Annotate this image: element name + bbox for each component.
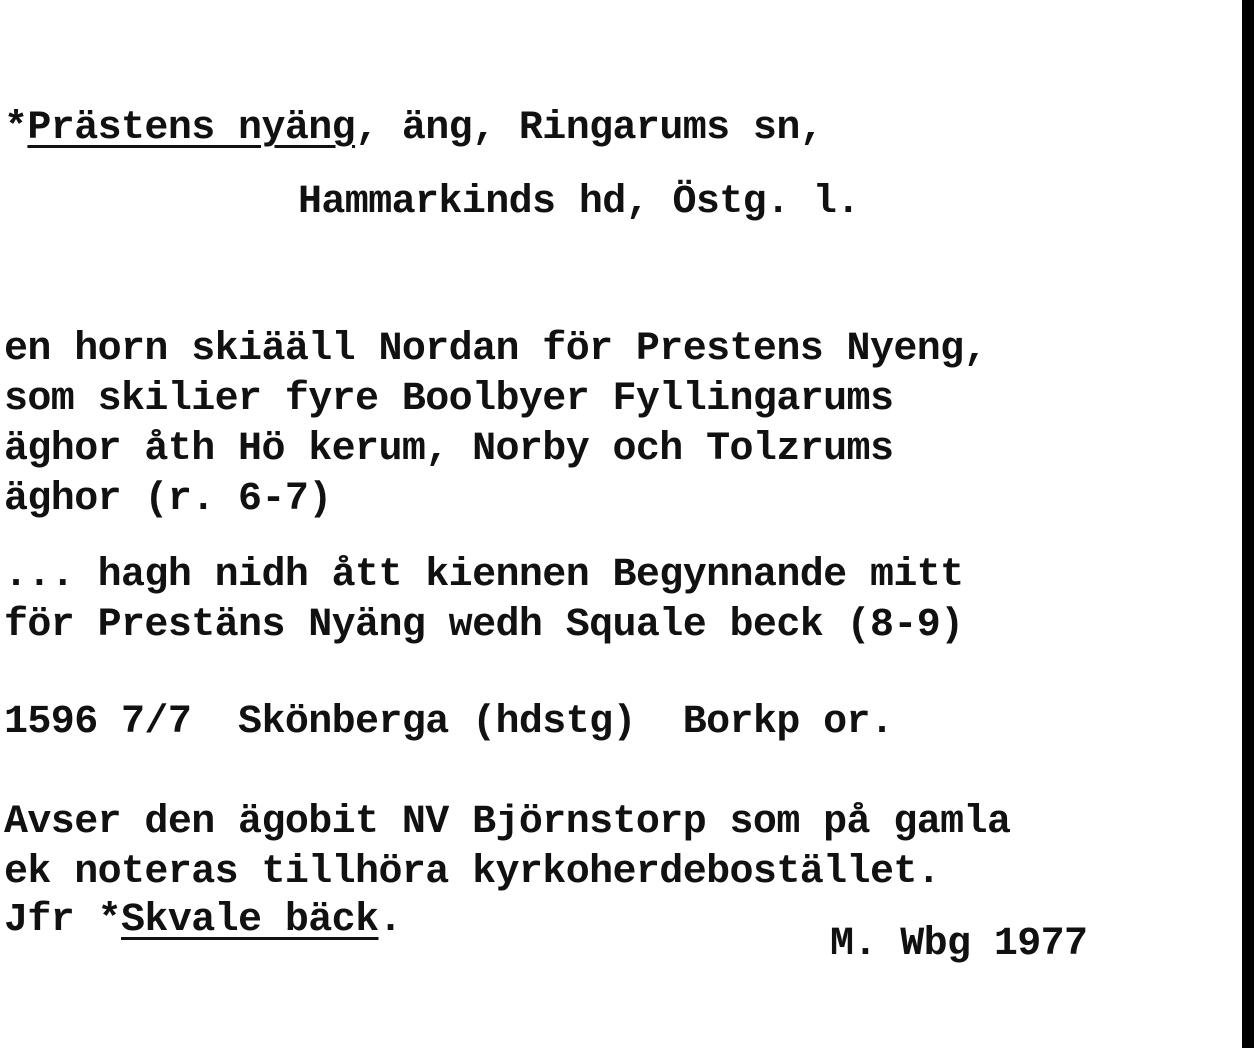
quote1-line-4: äghor (r. 6-7) [4,477,332,522]
source-line: 1596 7/7 Skönberga (hdstg) Borkp or. [4,700,894,745]
heading-rest: , äng, Ringarums sn, [355,106,824,151]
note-line-1: Avser den ägobit NV Björnstorp som på gamla [4,800,1011,845]
quote2-line-1: ... hagh nidh ått kiennen Begynnande mitt [4,553,964,598]
quote2-line-2: för Prestäns Nyäng wedh Squale beck (8-9) [4,603,964,648]
crossref-target: Skvale bäck [121,898,379,943]
heading-star: * [4,106,28,151]
heading-line-2: Hammarkinds hd, Östg. l. [298,180,860,225]
crossref-suffix: . [378,898,402,943]
quote1-line-2: som skilier fyre Boolbyer Fyllingarums [4,377,894,422]
signature: M. Wbg 1977 [830,922,1088,967]
note-line-2: ek noteras tillhöra kyrkoherdebostället. [4,850,941,895]
crossref-line [4,898,402,944]
card-edge-border [1242,0,1254,1048]
crossref-prefix: Jfr * [4,898,122,943]
place-name: Prästens nyäng [27,106,356,151]
heading-line-1 [4,106,823,152]
quote1-line-1: en horn skiääll Nordan för Prestens Nyeng, [4,327,987,372]
quote1-line-3: äghor åth Hö kerum, Norby och Tolzrums [4,427,894,472]
